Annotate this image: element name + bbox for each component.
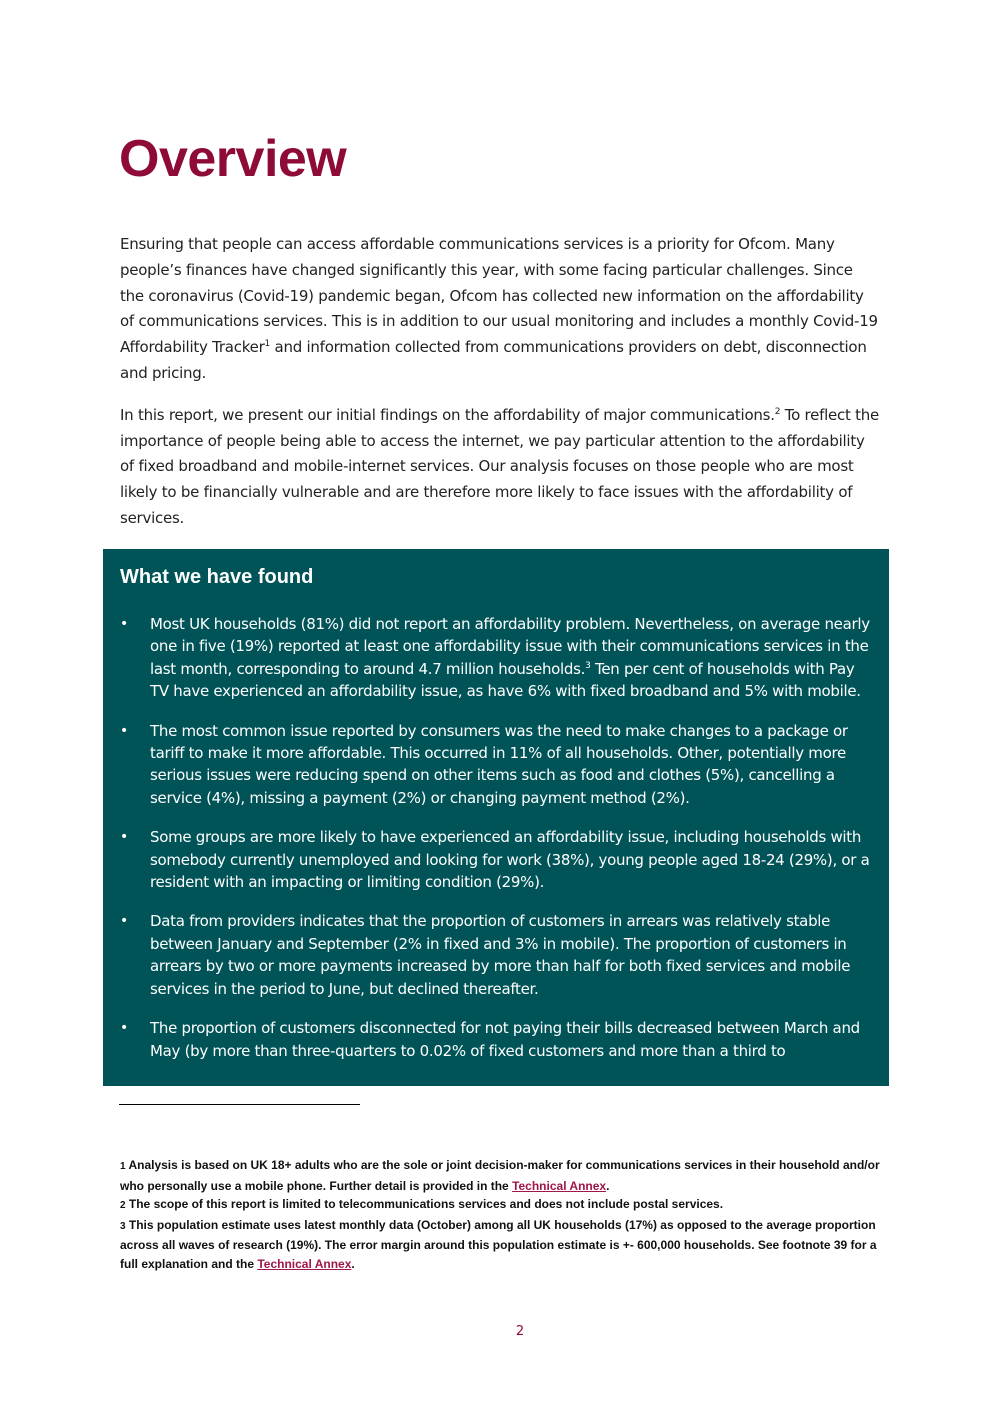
findings-box [103,549,889,1086]
footnote-3-end: . [351,1256,355,1271]
finding-item-1 [103,613,889,703]
page-title: Overview [119,130,347,188]
footnote-ref-3[interactable]: 3 [585,660,591,671]
finding-1-text-b: Ten per cent of households with Pay TV have experienced an affordability issue, as have 6% with fixed broadband and 5% with mobile. [150,659,861,701]
finding-3-text: Some groups are more likely to have experienced an affordability issue, including households with somebody currently unemployed and looking for work (38%), young people aged 18-24 (29%), or a resident with an impacting or limiting condition (29%). [150,828,870,892]
footnote-1-end: . [606,1178,610,1193]
findings-list [103,613,889,1079]
finding-1-text-a: Most UK households (81%) did not report an affordability problem. Nevertheless, on average nearly one in five (19%) reported at least one affordability issue with their communications services in the last month, corresponding to around 4.7 million households. [150,615,870,678]
finding-item-5 [103,1017,889,1062]
intro-paragraph-1 [120,232,880,387]
footnote-2 [120,1195,880,1216]
intro-paragraph-2 [120,403,880,532]
footnotes-section [120,1156,880,1273]
footnote-separator [119,1104,360,1105]
bullet-icon: • [120,616,128,632]
footnote-3 [120,1216,880,1274]
footnote-ref-1[interactable]: 1 [264,339,270,350]
intro-section [120,232,880,548]
bullet-icon: • [120,722,128,739]
finding-item-4 [103,910,889,1000]
footnote-3-text: This population estimate uses latest monthly data (October) among all UK households (17%) as opposed to the average proportion across all waves of research (19%). The error margin around this population estimate is +- 600,000 households. See footnote 39 for a full explanation and the [120,1217,877,1271]
technical-annex-link[interactable]: Technical Annex [512,1178,607,1193]
findings-title: What we have found [120,566,314,588]
finding-5-text: The proportion of customers disconnected for not paying their bills decreased between March and May (by more than three-quarters to 0.02% of fixed customers and more than a third to [150,1019,860,1060]
bullet-icon: • [120,829,128,846]
footnote-3-number: 3 [120,1220,126,1232]
finding-4-text: Data from providers indicates that the proportion of customers in arrears was relatively stable between January and September (2% in fixed and 3% in mobile). The proportion of customers in arrears by two or more payments increased by more than half for both fixed services and mobile services in the period to June, but declined thereafter. [150,912,851,998]
intro-p1-text-a: Ensuring that people can access affordable communications services is a priority for Ofcom. Many people’s finances have changed significantly this year, with some facing particular challenges. Since the coronavirus (Covid-19) pandemic began, Ofcom has collected new information on the affordability of communications services. This is in addition to our usual monitoring and includes a monthly Covid-19 Affordability Tracker [120,235,878,357]
footnote-2-text: The scope of this report is limited to telecommunications services and does not include postal services. [125,1197,724,1211]
page-number: 2 [515,1324,525,1339]
finding-2-text: The most common issue reported by consumers was the need to make changes to a package or tariff to make it more affordable. This occurred in 11% of all households. Other, potentially more serious issues were reducing spend on other items such as food and clothes (5%), cancelling a service (4%), missing a payment (2%) or changing payment method (2%). [150,721,848,807]
footnote-1 [120,1156,880,1195]
intro-p1-text-b: and information collected from communications providers on debt, disconnection and pricing. [120,338,867,382]
intro-p2-text-b: To reflect the importance of people being able to access the internet, we pay particular attention to the affordability of fixed broadband and mobile-internet services. Our analysis focuses on those people who are most likely to be financially vulnerable and are therefore more likely to face issues with the affordability of services. [120,405,880,527]
footnote-2-number: 2 [120,1200,126,1211]
footnote-ref-2[interactable]: 2 [774,406,781,417]
intro-p2-text-a: In this report, we present our initial findings on the affordability of major communications. [120,405,775,424]
technical-annex-link-2[interactable]: Technical Annex [257,1256,352,1271]
bullet-icon: • [120,1020,128,1037]
footnote-1-number: 1 [120,1161,126,1172]
footnote-1-text: Analysis is based on UK 18+ adults who are the sole or joint decision-maker for communications services in their household and/or who personally use a mobile phone. Further detail is provided in the [120,1158,880,1193]
finding-item-2 [103,720,889,810]
bullet-icon: • [120,913,128,930]
finding-item-3 [103,826,889,893]
